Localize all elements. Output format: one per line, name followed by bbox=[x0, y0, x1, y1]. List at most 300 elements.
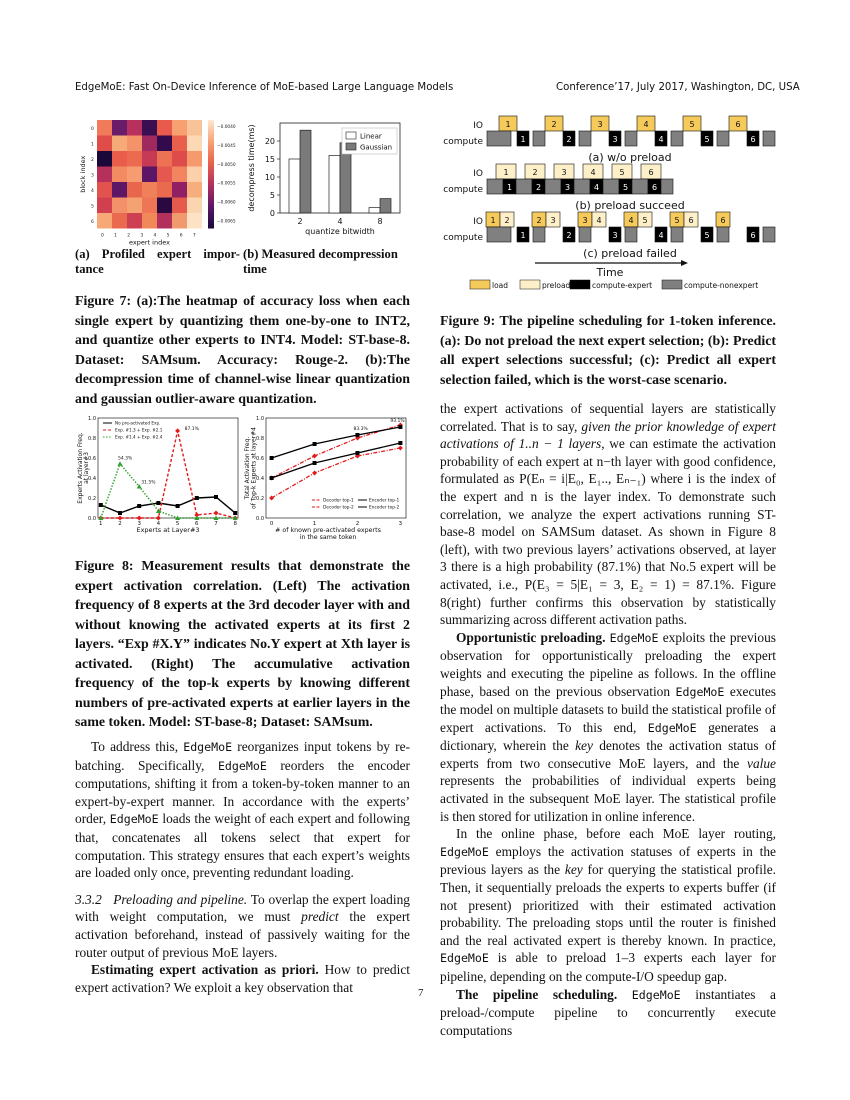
fig8r-point bbox=[312, 454, 317, 459]
pipeline-block-label: 3 bbox=[612, 231, 618, 240]
emphasis: value bbox=[747, 755, 776, 771]
fig8l-point bbox=[214, 511, 219, 516]
row-c-compute-label: compute bbox=[443, 233, 483, 243]
text-span: executes the model on multiple datasets to build the statistical profile of expert activations. To this end, bbox=[440, 683, 776, 735]
heatmap-cell bbox=[187, 167, 202, 183]
heatmap-cell bbox=[142, 167, 157, 183]
fig8r-y-tick: 0.2 bbox=[256, 496, 264, 502]
pipeline-block-label: 2 bbox=[551, 120, 557, 129]
bar-y-tick: 5 bbox=[269, 191, 275, 200]
fig8l-x-tick: 2 bbox=[118, 521, 122, 527]
heatmap-cell bbox=[187, 213, 202, 229]
fig7-subcaption-b-line1: (b) Measured decompression bbox=[243, 247, 398, 261]
paragraph-opportunistic bbox=[440, 629, 776, 826]
heatmap-cell bbox=[127, 167, 142, 183]
bar-linear-4 bbox=[329, 155, 340, 213]
colorbar-tick: −0.0060 bbox=[217, 200, 236, 206]
heatmap-cell bbox=[157, 151, 172, 167]
pipeline-block-label: 3 bbox=[612, 135, 618, 144]
paragraph-correlation bbox=[440, 400, 776, 629]
heatmap-cell bbox=[172, 182, 187, 198]
fig8r-point bbox=[355, 433, 359, 437]
heatmap-cell bbox=[127, 151, 142, 167]
heatmap-cell bbox=[172, 120, 187, 136]
pipeline-block-label: 3 bbox=[582, 216, 588, 225]
text-span: the expert activation beforehand, instead of passively waiting for the router output of previous MoE layers. bbox=[75, 909, 410, 960]
text-span: denotes the activation status of experts from two consecutive MoE layers, and the bbox=[440, 738, 776, 771]
colorbar-tick: −0.0045 bbox=[217, 143, 236, 149]
fig8r-x-tick: 3 bbox=[398, 521, 403, 527]
fig7-subcaption-b bbox=[243, 247, 413, 277]
fig8l-frame bbox=[98, 418, 238, 518]
fig8r-x-label-2: in the same token bbox=[299, 534, 357, 541]
text-span: the expert activations of sequential layers are statistically correlated. That is to say, bbox=[440, 401, 776, 434]
fig7-bar-chart bbox=[245, 115, 420, 240]
fig8l-x-tick: 3 bbox=[137, 521, 141, 527]
pipeline-compute-nonexpert-block bbox=[603, 179, 619, 194]
heatmap-y-tick: 4 bbox=[91, 189, 94, 194]
row-c-io-label: IO bbox=[473, 217, 483, 227]
heatmap-cell bbox=[157, 167, 172, 183]
heatmap-x-tick: 3 bbox=[140, 233, 144, 239]
fig8l-legend-label: No pre-activated Exp. bbox=[115, 420, 161, 426]
pipeline-block-label: 1 bbox=[520, 135, 526, 144]
row-b-compute-label: compute bbox=[443, 185, 483, 195]
system-name: EdgeMoE bbox=[647, 720, 697, 735]
fig8r-y-tick: 0.6 bbox=[256, 456, 264, 462]
fig8l-legend-label: Exp. #1.3 + Exp. #2.1 bbox=[115, 427, 163, 433]
heatmap-y-tick: 1 bbox=[91, 142, 94, 148]
fig8l-y-label-2: at layer#3 bbox=[83, 452, 90, 484]
pipeline-block-label: 3 bbox=[550, 216, 556, 225]
heatmap-cell bbox=[127, 120, 142, 136]
fig8l-x-tick: 7 bbox=[214, 521, 218, 527]
bar-linear-8 bbox=[369, 208, 380, 213]
fig7-subcaption-a bbox=[75, 247, 240, 277]
fig8l-point bbox=[175, 428, 180, 433]
heatmap-cell bbox=[187, 120, 202, 136]
system-name: EdgeMoE bbox=[675, 684, 725, 699]
heatmap-cell bbox=[97, 136, 112, 152]
heatmap-cell bbox=[172, 167, 187, 183]
fig8l-point bbox=[176, 504, 180, 508]
text-span: loads the weight of each expert and following that, concatenates all tokens select that expert for computation. This strategy ensures that each expert’s weights are loaded only once, preventing redundant loading. bbox=[75, 811, 410, 881]
fig8l-y-label: Experts Activation Freq. bbox=[77, 432, 84, 504]
colorbar-tick: −0.0055 bbox=[217, 181, 236, 187]
legend-label-2: preload bbox=[542, 281, 571, 290]
heatmap-cell bbox=[97, 198, 112, 214]
fig8l-line-3 bbox=[101, 464, 235, 518]
fig8l-y-tick: 0.8 bbox=[88, 436, 96, 442]
heatmap-cell bbox=[112, 213, 127, 229]
pipeline-block-label: 6 bbox=[648, 168, 654, 177]
pipeline-block-label: 5 bbox=[689, 120, 695, 129]
heatmap-cell bbox=[142, 120, 157, 136]
heatmap-cell bbox=[142, 136, 157, 152]
bar-x-label: quantize bitwidth bbox=[305, 227, 375, 236]
pipeline-block-label: 1 bbox=[490, 216, 496, 225]
fig8r-point bbox=[398, 425, 402, 429]
pipeline-compute-nonexpert-block bbox=[579, 131, 591, 146]
colorbar-tick: −0.0065 bbox=[217, 219, 236, 225]
fig8r-point bbox=[313, 442, 317, 446]
fig8l-x-tick: 5 bbox=[175, 521, 180, 527]
legend-swatch-3 bbox=[570, 280, 590, 289]
running-header-left: EdgeMoE: Fast On-Device Inference of MoE-based Large Language Models bbox=[75, 82, 454, 93]
subsection-title: Preloading and pipeline. bbox=[113, 891, 248, 907]
legend-label-3: compute-expert bbox=[592, 281, 653, 290]
heatmap-y-tick: 0 bbox=[91, 127, 94, 132]
fig8l-annotation: 31.5% bbox=[141, 480, 156, 486]
bar-gaussian-8 bbox=[380, 199, 391, 213]
heatmap-cell bbox=[97, 182, 112, 198]
legend-label-4: compute-nonexpert bbox=[684, 281, 759, 290]
fig8l-x-tick: 6 bbox=[195, 521, 199, 527]
right-column-text bbox=[440, 400, 776, 1039]
pipeline-block-label: 4 bbox=[596, 216, 602, 225]
fig8-right-chart bbox=[243, 410, 413, 545]
text-span: reorders the encoder computations, shifting it from a token-by-token manner to an expert-by-expert manner. In accordance with the experts’ order, bbox=[75, 757, 410, 827]
run-in-heading: Estimating expert activation as priori. bbox=[91, 962, 319, 978]
text-span: is able to preload 1–3 experts each layer for pipeline, depending on the compute-I/O speedup gap. bbox=[440, 950, 776, 984]
heatmap-x-tick: 4 bbox=[153, 233, 157, 239]
colorbar-tick: −0.0050 bbox=[217, 162, 236, 168]
fig8-left-chart bbox=[75, 410, 245, 545]
pipeline-compute-nonexpert-block bbox=[579, 227, 591, 242]
legend-swatch-1 bbox=[470, 280, 490, 289]
fig8r-legend-label: Decoder top-2 bbox=[323, 505, 354, 511]
heatmap-y-label: block index bbox=[79, 155, 87, 193]
fig9-caption: Figure 9: The pipeline scheduling for 1-token inference. (a): Do not preload the next expert selection; (b): Predict all expert selections successful; (c): Predict all expert selection failed, which is the worst-case scenario. bbox=[440, 314, 776, 388]
system-name: EdgeMoE bbox=[631, 987, 681, 1002]
pipeline-block-label: 4 bbox=[593, 183, 600, 192]
fig8r-point bbox=[313, 461, 317, 465]
fig8l-annotation: 87.1% bbox=[184, 426, 199, 432]
fig8r-y-tick: 0.4 bbox=[256, 476, 264, 482]
paragraph-scheduling bbox=[440, 986, 776, 1040]
fig8l-annotation: 54.3% bbox=[118, 456, 133, 462]
pipeline-compute-nonexpert-block bbox=[763, 227, 775, 242]
bar-linear-2 bbox=[289, 159, 300, 213]
text-span: instantiates a preload-/compute pipeline to concurrently execute computations bbox=[440, 986, 776, 1038]
text-span: To address this, bbox=[91, 739, 184, 754]
fig8r-legend-label: Encoder top-1 bbox=[369, 498, 400, 504]
pipeline-block-label: 4 bbox=[628, 216, 634, 225]
fig8l-x-label: Experts at Layer#3 bbox=[136, 526, 200, 534]
run-in-heading: Opportunistic preloading. bbox=[456, 629, 606, 645]
fig8l-x-tick: 4 bbox=[156, 521, 161, 527]
pipeline-block-label: 5 bbox=[704, 135, 710, 144]
fig7-subcaption-a-line2: tance bbox=[75, 262, 104, 276]
fig8r-line-3 bbox=[272, 443, 401, 478]
pipeline-block-label: 2 bbox=[504, 216, 510, 225]
fig8l-y-tick: 0.4 bbox=[88, 476, 96, 482]
heatmap-cell bbox=[142, 213, 157, 229]
heatmap-cell bbox=[97, 167, 112, 183]
fig8r-y-tick: 1.0 bbox=[256, 416, 264, 422]
fig8r-x-tick: 1 bbox=[312, 521, 317, 527]
paragraph-online bbox=[440, 825, 776, 985]
pipeline-block-label: 4 bbox=[643, 120, 649, 129]
pipeline-block-label: 2 bbox=[532, 168, 538, 177]
heatmap-cell bbox=[142, 198, 157, 214]
heatmap-cell bbox=[172, 151, 187, 167]
heatmap-y-tick: 6 bbox=[91, 220, 94, 225]
subsection-preloading bbox=[75, 891, 410, 961]
pipeline-block-label: 6 bbox=[735, 120, 741, 129]
text-span: generates a dictionary, wherein the bbox=[440, 719, 777, 754]
fig8l-point bbox=[156, 516, 161, 521]
heatmap-y-tick: 2 bbox=[91, 158, 94, 163]
fig8r-point bbox=[398, 446, 403, 451]
pipeline-block-label: 6 bbox=[750, 135, 756, 144]
bar-y-tick: 20 bbox=[264, 137, 275, 146]
emphasis: layers bbox=[568, 436, 602, 452]
page-number: 7 bbox=[418, 987, 424, 999]
heatmap-cell bbox=[97, 151, 112, 167]
heatmap-cell bbox=[172, 198, 187, 214]
legend-label-1: load bbox=[492, 281, 509, 290]
pipeline-block-label: 6 bbox=[688, 216, 694, 225]
row-a-compute-label: compute bbox=[443, 137, 483, 147]
fig8r-point bbox=[270, 476, 274, 480]
pipeline-block-label: 5 bbox=[622, 183, 629, 192]
emphasis: key bbox=[564, 862, 583, 878]
pipeline-compute-nonexpert-block bbox=[487, 179, 503, 194]
fig8r-line-1 bbox=[272, 448, 401, 498]
pipeline-block-label: 2 bbox=[566, 231, 572, 240]
heatmap-cell bbox=[187, 198, 202, 214]
fig8r-annotation: 83.3% bbox=[353, 427, 368, 432]
subcaption-a: (a) w/o preload bbox=[588, 151, 672, 164]
row-a-io-label: IO bbox=[473, 121, 483, 131]
heatmap-cell bbox=[127, 136, 142, 152]
heatmap-cell bbox=[112, 182, 127, 198]
bar-y-label: decompress time(ms) bbox=[247, 124, 256, 212]
fig8r-legend-label: Encoder top-2 bbox=[369, 505, 400, 511]
pipeline-compute-nonexpert-block bbox=[632, 179, 648, 194]
bar-legend-swatch bbox=[346, 143, 356, 150]
pipeline-block-label: 3 bbox=[564, 183, 571, 192]
fig8l-point bbox=[118, 511, 122, 515]
heatmap-cell bbox=[112, 151, 127, 167]
bar-legend-label: Linear bbox=[360, 132, 382, 141]
fig8l-point bbox=[137, 504, 141, 508]
heatmap-x-tick: 7 bbox=[192, 233, 196, 239]
text-span: How to predict expert activation? We exploit a key observation that bbox=[75, 962, 410, 995]
pipeline-block-label: 4 bbox=[590, 168, 596, 177]
pipeline-block-label: 1 bbox=[520, 231, 526, 240]
pipeline-block-label: 5 bbox=[642, 216, 648, 225]
pipeline-block-label: 5 bbox=[674, 216, 680, 225]
pipeline-compute-nonexpert-block bbox=[545, 179, 561, 194]
text-span: In the online phase, before each MoE layer routing, bbox=[456, 826, 776, 842]
text-span: exploits the previous observation for opportunistically preloading the expert weights and executing the pipeline as follows. In the offline phase, based on the previous observation bbox=[440, 629, 776, 699]
system-name: EdgeMoE bbox=[609, 630, 659, 645]
heatmap-cell bbox=[112, 136, 127, 152]
pipeline-block-label: 6 bbox=[720, 216, 726, 225]
pipeline-compute-nonexpert-block bbox=[574, 179, 590, 194]
heatmap-cell bbox=[127, 182, 142, 198]
fig9-pipeline-diagram bbox=[440, 112, 780, 297]
colorbar-tick: −0.0040 bbox=[217, 125, 236, 130]
fig8l-point bbox=[214, 495, 218, 499]
text-span: represents the probabilities of individual experts being activated in the subsequent MoE layer. The statistical profile is then stored for utilization in online inference. bbox=[440, 773, 776, 824]
system-name: EdgeMoE bbox=[440, 844, 489, 859]
pipeline-compute-nonexpert-block bbox=[661, 179, 673, 194]
pipeline-compute-nonexpert-block bbox=[763, 131, 775, 146]
fig8l-point bbox=[99, 503, 103, 507]
emphasis: predict bbox=[301, 909, 339, 925]
fig8l-point bbox=[137, 516, 142, 521]
bar-y-tick: 0 bbox=[269, 209, 275, 218]
heatmap-cell bbox=[187, 136, 202, 152]
fig7-heatmap bbox=[75, 115, 245, 247]
heatmap-cell bbox=[157, 198, 172, 214]
pipeline-block-label: 2 bbox=[536, 216, 542, 225]
heatmap-x-tick: 6 bbox=[179, 233, 183, 239]
fig8r-line-4 bbox=[272, 427, 401, 458]
pipeline-compute-nonexpert-block bbox=[487, 227, 511, 242]
pipeline-compute-nonexpert-block bbox=[717, 227, 729, 242]
bar-x-tick: 2 bbox=[297, 217, 303, 226]
pipeline-compute-nonexpert-block bbox=[717, 131, 729, 146]
heatmap-x-label: expert index bbox=[129, 238, 170, 247]
fig8l-point bbox=[195, 496, 199, 500]
fig8r-x-tick: 0 bbox=[269, 521, 274, 527]
pipeline-compute-nonexpert-block bbox=[671, 227, 683, 242]
text-span: for querying the statistical profile. Then, it sequentially preloads the experts to experts buffer (if not present) prioritized with their estimated activation probability. The preloading stops until the router is finished and the real activated expert is thereby known. In practice, bbox=[440, 862, 776, 948]
pipeline-block-label: 4 bbox=[658, 231, 664, 240]
fig8r-point bbox=[355, 451, 359, 455]
run-in-heading: The pipeline scheduling. bbox=[456, 986, 618, 1002]
heatmap-x-tick: 5 bbox=[166, 233, 170, 239]
bar-y-tick: 10 bbox=[264, 173, 275, 182]
fig8l-x-tick: 8 bbox=[233, 521, 237, 527]
subsection-number: 3.3.2 bbox=[75, 891, 102, 907]
row-b-io-label: IO bbox=[473, 169, 483, 179]
pipeline-block-label: 2 bbox=[566, 135, 572, 144]
subcaption-b: (b) preload succeed bbox=[575, 199, 685, 212]
heatmap-cell bbox=[112, 167, 127, 183]
system-name: EdgeMoE bbox=[217, 758, 267, 773]
fig7-subcaption-a-line1: (a) Profiled expert impor- bbox=[75, 247, 240, 261]
subcaption-c: (c) preload failed bbox=[583, 247, 677, 260]
emphasis: given the prior knowledge of expert activations of bbox=[440, 418, 776, 452]
fig8-caption: Figure 8: Measurement results that demonstrate the expert activation correlation. (Left) The activation frequency of 8 experts at the 3rd decoder layer with and without knowing the activated experts at its first 2 layers. “Exp #X.Y” indicates No.Y expert at Xth layer is activated. (Right) The accumulative activation frequency of the top-k experts by knowing different numbers of pre-activated experts at earlier layers in the same token. Model: ST-base-8; Dataset: SAMsum. bbox=[75, 559, 410, 730]
fig7-subcaption-b-line2: time bbox=[243, 262, 267, 276]
fig8l-y-tick: 0.2 bbox=[88, 496, 96, 502]
heatmap-x-tick: 2 bbox=[127, 233, 131, 239]
heatmap-colorbar bbox=[208, 120, 214, 229]
fig8l-y-tick: 1.0 bbox=[88, 416, 96, 422]
pipeline-block-label: 1 bbox=[505, 120, 511, 129]
bar-x-tick: 4 bbox=[337, 217, 343, 226]
fig8r-y-tick: 0.0 bbox=[256, 516, 264, 522]
heatmap-cell bbox=[157, 120, 172, 136]
left-column-text bbox=[75, 738, 410, 996]
bar-legend-label: Gaussian bbox=[360, 143, 393, 152]
fig8l-line-1 bbox=[101, 497, 235, 513]
legend-swatch-2 bbox=[520, 280, 540, 289]
fig8r-point bbox=[270, 456, 274, 460]
emphasis: 1..n − 1 bbox=[513, 436, 569, 452]
pipeline-compute-nonexpert-block bbox=[533, 131, 545, 146]
emphasis: key bbox=[575, 738, 593, 754]
bar-gaussian-2 bbox=[300, 130, 311, 213]
heatmap-cell bbox=[112, 120, 127, 136]
fig8l-point bbox=[118, 516, 123, 521]
heatmap-x-tick: 1 bbox=[114, 233, 117, 239]
fig8r-x-tick: 2 bbox=[355, 521, 360, 527]
heatmap-cell bbox=[97, 213, 112, 229]
pipeline-block-label: 6 bbox=[750, 231, 756, 240]
fig8r-y-tick: 0.8 bbox=[256, 436, 264, 442]
text-span: reorganizes input tokens by re-batching. Specifically, bbox=[75, 739, 410, 773]
pipeline-block-label: 5 bbox=[619, 168, 625, 177]
heatmap-cell bbox=[112, 198, 127, 214]
text-span: employs the activation statuses of experts in the previous layers as the bbox=[440, 843, 776, 878]
fig8l-y-tick: 0.6 bbox=[88, 456, 96, 462]
heatmap-cell bbox=[127, 213, 142, 229]
time-label: Time bbox=[596, 266, 624, 279]
pipeline-compute-nonexpert-block bbox=[487, 131, 511, 146]
heatmap-cell bbox=[187, 151, 202, 167]
bar-y-tick: 15 bbox=[264, 155, 275, 164]
pipeline-compute-nonexpert-block bbox=[671, 131, 683, 146]
system-name: EdgeMoE bbox=[440, 951, 489, 966]
bar-x-tick: 8 bbox=[377, 217, 383, 226]
text-span: To overlap the expert loading with weight computation, we must bbox=[75, 891, 410, 925]
fig8r-y-label-2: of Top-k Experts at layer#4 bbox=[250, 427, 258, 509]
pipeline-block-label: 6 bbox=[651, 183, 658, 192]
fig8r-annotation: 93.1% bbox=[390, 419, 405, 424]
fig8l-legend-label: Exp. #1.4 + Exp. #2.4 bbox=[115, 434, 163, 440]
system-name: EdgeMoE bbox=[183, 740, 233, 754]
fig8l-point bbox=[118, 461, 123, 466]
fig8l-x-tick: 1 bbox=[99, 521, 103, 527]
pipeline-compute-nonexpert-block bbox=[533, 227, 545, 242]
pipeline-compute-nonexpert-block bbox=[625, 227, 637, 242]
heatmap-x-tick: 0 bbox=[101, 233, 104, 239]
pipeline-compute-nonexpert-block bbox=[516, 179, 532, 194]
time-arrow-head bbox=[681, 260, 688, 266]
fig8l-point bbox=[156, 501, 160, 505]
fig8l-y-tick: 0.0 bbox=[88, 516, 96, 522]
fig8r-point bbox=[312, 471, 317, 476]
heatmap-y-tick: 5 bbox=[91, 204, 94, 210]
pipeline-block-label: 5 bbox=[704, 231, 710, 240]
pipeline-block-label: 3 bbox=[597, 120, 603, 129]
pipeline-compute-nonexpert-block bbox=[625, 131, 637, 146]
heatmap-y-tick: 3 bbox=[91, 173, 94, 179]
fig8r-x-label: # of known pre-activated experts bbox=[275, 527, 381, 534]
fig8r-y-label: Total Activation Freq. bbox=[244, 436, 251, 500]
pipeline-block-label: 2 bbox=[535, 183, 542, 192]
heatmap-cell bbox=[187, 182, 202, 198]
pipeline-block-label: 1 bbox=[506, 183, 513, 192]
text-span: , we can estimate the activation probability of each expert at n−th layer with good confidence, formulated as P(Eₙ = i|E₀, E₁.., Eₙ₋₁) where i is the index of the expert and n is the layer index. To demonstrate such correlation, we analyze the expert activations running ST-base-8 model on SAMSum dataset. As shown in Figure 8 (left), with two previous layers’ activations observed, at layer 3 there is a high probability (87.1%) that No.5 expert will be activated, i.e., P(E₃ = 5|E₁ = 3, E₂ = 1) = 87.1%. Figure 8(right) further confirms this observation by statistically summarizing across different activation paths. bbox=[440, 436, 776, 628]
legend-swatch-4 bbox=[662, 280, 682, 289]
heatmap-cell bbox=[142, 182, 157, 198]
fig7-caption: Figure 7: (a):The heatmap of accuracy loss when each single expert by quantizing them one-by-one to INT2, and quantize other experts to INT4. Model: ST-base-8. Dataset: SAMsum. Accuracy: Rouge-2. (b):The decompression time of channel-wise linear quantization and gaussian outlier-aware quantization. bbox=[75, 294, 410, 407]
heatmap-cell bbox=[142, 151, 157, 167]
fig8r-point bbox=[398, 441, 402, 445]
heatmap-cell bbox=[97, 120, 112, 136]
pipeline-block-label: 3 bbox=[561, 168, 567, 177]
heatmap-cell bbox=[157, 182, 172, 198]
heatmap-cell bbox=[172, 213, 187, 229]
